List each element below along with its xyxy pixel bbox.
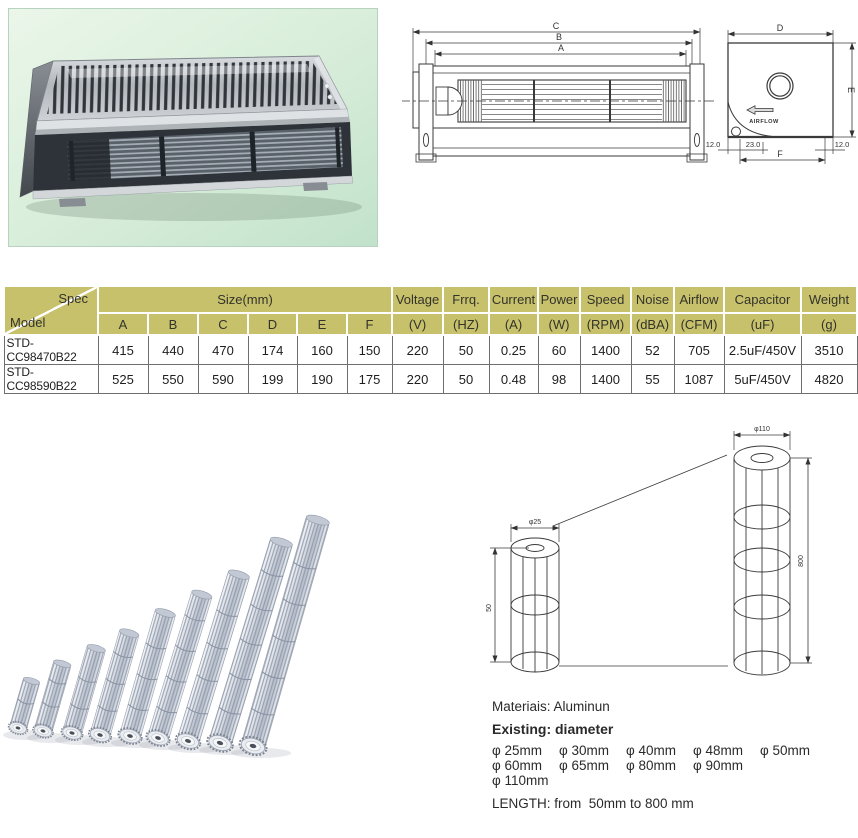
fan-unit-illustration [9,9,377,246]
diameter-item: φ 25mm [492,743,543,758]
size-col-a: A [98,313,148,335]
connector-line [553,455,727,526]
cell: 415 [98,335,148,365]
dim-label-e: E [846,86,856,94]
cylinder-drawing [482,422,856,688]
cell: 175 [347,365,392,394]
left-flange [419,64,433,160]
mounting-hole [694,134,699,147]
foot [59,198,86,207]
dim-label-b: B [555,32,563,42]
impellers-photo [0,428,350,763]
cell: 50 [443,365,489,394]
corner-header [4,286,98,335]
diameter-row [492,774,858,788]
cell: 550 [148,365,198,394]
cell: 190 [297,365,347,394]
unit-weight: (g) [801,313,857,335]
large-cylinder [734,446,790,675]
unit-airflow: (CFM) [674,313,724,335]
diameter-item: φ 60mm [492,758,543,773]
shaft-circle [767,73,793,99]
cell: 0.25 [489,335,538,365]
airflow-arrow [747,106,773,114]
diameter-item: φ 40mm [626,743,677,758]
spec-table [3,285,858,394]
grille-clip [325,84,329,88]
dim-label-12-left: 12.0 [705,140,721,149]
cell: 525 [98,365,148,394]
cell: 470 [198,335,248,365]
cell: 1400 [580,365,631,394]
unit-current: (A) [489,313,538,335]
diameter-item: φ 30mm [559,743,610,758]
table-row [4,335,857,365]
col-header-power: Power [538,286,580,313]
diameter-item: φ 65mm [559,758,610,773]
existing-diameter-heading: Existing: diameter [492,721,614,737]
cell: 705 [674,335,724,365]
foot [303,182,328,191]
dim-label-f: F [777,149,783,159]
diameter-item: φ 80mm [626,758,677,773]
diameter-row [492,744,858,758]
unit-noise: (dBA) [631,313,674,335]
cell: 199 [248,365,297,394]
size-col-b: B [148,313,198,335]
dim-label-a: A [557,43,565,53]
materials-line: Materiais: Aluminun [492,699,610,714]
cell: 590 [198,365,248,394]
airflow-label: AIRFLOW [749,119,779,125]
cell: 60 [538,335,580,365]
diameter-item: φ 90mm [693,758,744,773]
cell: 160 [297,335,347,365]
cell: 440 [148,335,198,365]
col-header-weight: Weight [801,286,857,313]
unit-voltage: (V) [392,313,443,335]
col-header-current: Current [489,286,538,313]
col-header-noise: Noise [631,286,674,313]
dim-label-12-right: 12.0 [834,140,850,149]
size-col-c: C [198,313,248,335]
col-header-airflow: Airflow [674,286,724,313]
end-view [706,23,856,164]
cell: 0.48 [489,365,538,394]
size-col-e: E [297,313,347,335]
corner-hole [732,127,741,136]
cell: 220 [392,365,443,394]
size-group-header: Size(mm) [98,286,392,313]
diameter-item: φ 110mm [492,773,549,788]
fan-unit-photo [8,8,378,247]
dim-label-23: 23.0 [745,140,761,149]
length-line: LENGTH: from 50mm to 800 mm [492,796,694,811]
housing-outline [728,43,833,137]
cell: 174 [248,335,297,365]
small-diameter-label: φ25 [528,519,542,526]
cell: 52 [631,335,674,365]
size-col-d: D [248,313,297,335]
unit-capacitor: (uF) [724,313,801,335]
diameter-item: φ 48mm [693,743,744,758]
unit-shadow [26,193,362,221]
cell: 1087 [674,365,724,394]
size-col-f: F [347,313,392,335]
small-cylinder [511,538,559,672]
cell: 1400 [580,335,631,365]
unit-power: (W) [538,313,580,335]
cell: 3510 [801,335,857,365]
unit-speed: (RPM) [580,313,631,335]
large-diameter-label: φ110 [754,426,770,433]
unit-freq: (HZ) [443,313,489,335]
motor-end-cap [413,72,419,128]
corner-model-label: Model [10,315,46,330]
col-header-speed: Speed [580,286,631,313]
small-length-label: 50 [486,604,493,612]
dimension-drawing [402,2,858,184]
cell: 5uF/450V [724,365,801,394]
col-header-freq: Frrq. [443,286,489,313]
cell: 98 [538,365,580,394]
cell: 220 [392,335,443,365]
materials-info [492,699,858,825]
cell: 4820 [801,365,857,394]
cell: 50 [443,335,489,365]
col-header-voltage: Voltage [392,286,443,313]
diameter-item: φ 50mm [760,743,811,758]
diameter-row [492,759,858,773]
corner-spec-label: Spec [58,291,88,306]
mounting-hole [423,134,428,147]
cell: 2.5uF/450V [724,335,801,365]
large-length-label: 800 [798,555,805,567]
dim-label-c: C [552,21,560,31]
side-view [402,21,714,162]
cell: 55 [631,365,674,394]
cell-model: STD-CC98470B22 [4,335,98,365]
cell: 150 [347,335,392,365]
dim-label-d: D [776,23,784,33]
cell-model: STD-CC98590B22 [4,365,98,394]
table-row [4,365,857,394]
col-header-capacitor: Capacitor [724,286,801,313]
right-flange [690,64,704,160]
grille-clip [328,95,332,99]
